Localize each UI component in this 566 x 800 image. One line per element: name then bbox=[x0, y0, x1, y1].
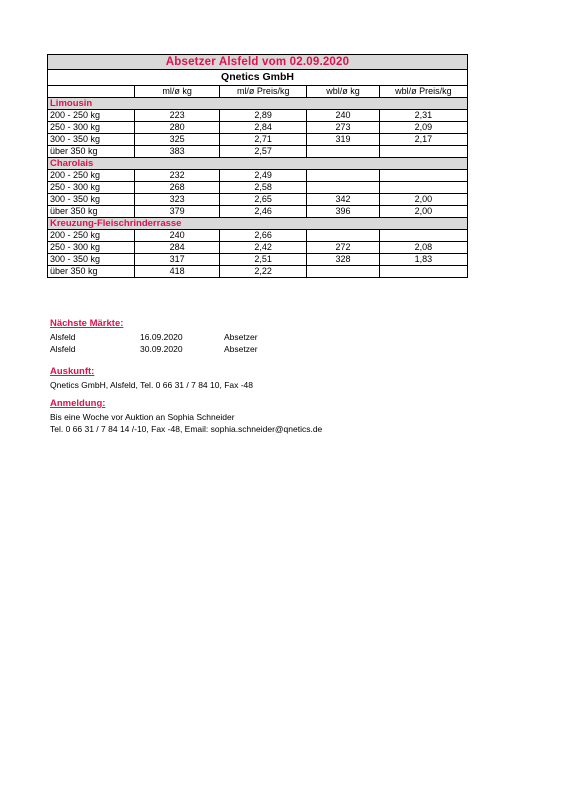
column-header-row bbox=[48, 86, 468, 98]
weight-range-cell: über 350 kg bbox=[48, 146, 135, 158]
table-row bbox=[48, 110, 468, 122]
wbl-kg-cell: 328 bbox=[307, 254, 380, 266]
wbl-kg-cell bbox=[307, 266, 380, 278]
ml-price-cell: 2,71 bbox=[220, 134, 307, 146]
info-section bbox=[50, 366, 450, 391]
weight-range-cell: 200 - 250 kg bbox=[48, 110, 135, 122]
column-header: wbl/ø Preis/kg bbox=[379, 86, 467, 98]
weight-range-cell: 200 - 250 kg bbox=[48, 170, 135, 182]
next-markets-section bbox=[50, 318, 350, 355]
price-table bbox=[47, 85, 468, 278]
wbl-price-cell bbox=[379, 170, 467, 182]
wbl-kg-cell: 396 bbox=[307, 206, 380, 218]
ml-price-cell: 2,49 bbox=[220, 170, 307, 182]
ml-kg-cell: 223 bbox=[135, 110, 220, 122]
registration-section bbox=[50, 398, 470, 435]
ml-kg-cell: 383 bbox=[135, 146, 220, 158]
wbl-price-cell bbox=[379, 230, 467, 242]
market-place: Alsfeld bbox=[50, 344, 76, 354]
group-name: Charolais bbox=[48, 158, 468, 170]
ml-price-cell: 2,89 bbox=[220, 110, 307, 122]
market-row bbox=[50, 343, 350, 355]
column-header: ml/ø Preis/kg bbox=[220, 86, 307, 98]
weight-range-cell: 250 - 300 kg bbox=[48, 182, 135, 194]
ml-kg-cell: 240 bbox=[135, 230, 220, 242]
ml-kg-cell: 268 bbox=[135, 182, 220, 194]
weight-range-cell: 300 - 350 kg bbox=[48, 194, 135, 206]
next-markets-heading: Nächste Märkte: bbox=[50, 318, 124, 329]
ml-kg-cell: 317 bbox=[135, 254, 220, 266]
table-row bbox=[48, 266, 468, 278]
wbl-kg-cell bbox=[307, 182, 380, 194]
table-row bbox=[48, 122, 468, 134]
table-row bbox=[48, 134, 468, 146]
wbl-price-cell: 2,08 bbox=[379, 242, 467, 254]
weight-range-cell: 250 - 300 kg bbox=[48, 122, 135, 134]
registration-heading: Anmeldung: bbox=[50, 398, 106, 409]
column-header bbox=[48, 86, 135, 98]
weight-range-cell: 200 - 250 kg bbox=[48, 230, 135, 242]
table-row bbox=[48, 194, 468, 206]
table-row bbox=[48, 146, 468, 158]
table-row bbox=[48, 206, 468, 218]
wbl-price-cell bbox=[379, 182, 467, 194]
wbl-kg-cell: 319 bbox=[307, 134, 380, 146]
ml-price-cell: 2,51 bbox=[220, 254, 307, 266]
table-row bbox=[48, 242, 468, 254]
wbl-kg-cell bbox=[307, 170, 380, 182]
sheet-title: Absetzer Alsfeld vom 02.09.2020 bbox=[47, 54, 468, 70]
market-date: 30.09.2020 bbox=[140, 344, 183, 354]
ml-price-cell: 2,22 bbox=[220, 266, 307, 278]
price-sheet bbox=[47, 54, 468, 278]
ml-kg-cell: 284 bbox=[135, 242, 220, 254]
market-date: 16.09.2020 bbox=[140, 332, 183, 342]
wbl-price-cell: 2,31 bbox=[379, 110, 467, 122]
wbl-price-cell: 2,00 bbox=[379, 194, 467, 206]
market-type: Absetzer bbox=[224, 344, 258, 354]
wbl-kg-cell bbox=[307, 146, 380, 158]
weight-range-cell: 250 - 300 kg bbox=[48, 242, 135, 254]
ml-price-cell: 2,84 bbox=[220, 122, 307, 134]
column-header: ml/ø kg bbox=[135, 86, 220, 98]
ml-price-cell: 2,65 bbox=[220, 194, 307, 206]
ml-kg-cell: 323 bbox=[135, 194, 220, 206]
market-type: Absetzer bbox=[224, 332, 258, 342]
ml-price-cell: 2,66 bbox=[220, 230, 307, 242]
group-header-row bbox=[48, 98, 468, 110]
ml-kg-cell: 379 bbox=[135, 206, 220, 218]
weight-range-cell: über 350 kg bbox=[48, 266, 135, 278]
ml-price-cell: 2,42 bbox=[220, 242, 307, 254]
table-row bbox=[48, 254, 468, 266]
ml-price-cell: 2,57 bbox=[220, 146, 307, 158]
group-name: Limousin bbox=[48, 98, 468, 110]
wbl-price-cell: 2,17 bbox=[379, 134, 467, 146]
ml-price-cell: 2,46 bbox=[220, 206, 307, 218]
table-row bbox=[48, 170, 468, 182]
wbl-price-cell: 1,83 bbox=[379, 254, 467, 266]
registration-line: Bis eine Woche vor Auktion an Sophia Schneider bbox=[50, 412, 235, 422]
weight-range-cell: 300 - 350 kg bbox=[48, 254, 135, 266]
info-line: Qnetics GmbH, Alsfeld, Tel. 0 66 31 / 7 84 10, Fax -48 bbox=[50, 380, 254, 390]
market-place: Alsfeld bbox=[50, 332, 76, 342]
ml-kg-cell: 325 bbox=[135, 134, 220, 146]
market-row bbox=[50, 331, 350, 343]
wbl-price-cell: 2,00 bbox=[379, 206, 467, 218]
ml-kg-cell: 280 bbox=[135, 122, 220, 134]
wbl-kg-cell bbox=[307, 230, 380, 242]
wbl-price-cell bbox=[379, 146, 467, 158]
ml-kg-cell: 232 bbox=[135, 170, 220, 182]
wbl-kg-cell: 273 bbox=[307, 122, 380, 134]
table-row bbox=[48, 182, 468, 194]
company-name: Qnetics GmbH bbox=[47, 70, 468, 85]
wbl-price-cell: 2,09 bbox=[379, 122, 467, 134]
group-header-row bbox=[48, 158, 468, 170]
wbl-price-cell bbox=[379, 266, 467, 278]
ml-price-cell: 2,58 bbox=[220, 182, 307, 194]
weight-range-cell: 300 - 350 kg bbox=[48, 134, 135, 146]
group-name: Kreuzung-Fleischrinderrasse bbox=[48, 218, 468, 230]
ml-kg-cell: 418 bbox=[135, 266, 220, 278]
wbl-kg-cell: 240 bbox=[307, 110, 380, 122]
group-header-row bbox=[48, 218, 468, 230]
weight-range-cell: über 350 kg bbox=[48, 206, 135, 218]
info-heading: Auskunft: bbox=[50, 366, 95, 377]
registration-contact: Tel. 0 66 31 / 7 84 14 /-10, Fax -48, Email: sophia.schneider@qnetics.de bbox=[50, 424, 323, 434]
wbl-kg-cell: 272 bbox=[307, 242, 380, 254]
table-row bbox=[48, 230, 468, 242]
wbl-kg-cell: 342 bbox=[307, 194, 380, 206]
column-header: wbl/ø kg bbox=[307, 86, 380, 98]
